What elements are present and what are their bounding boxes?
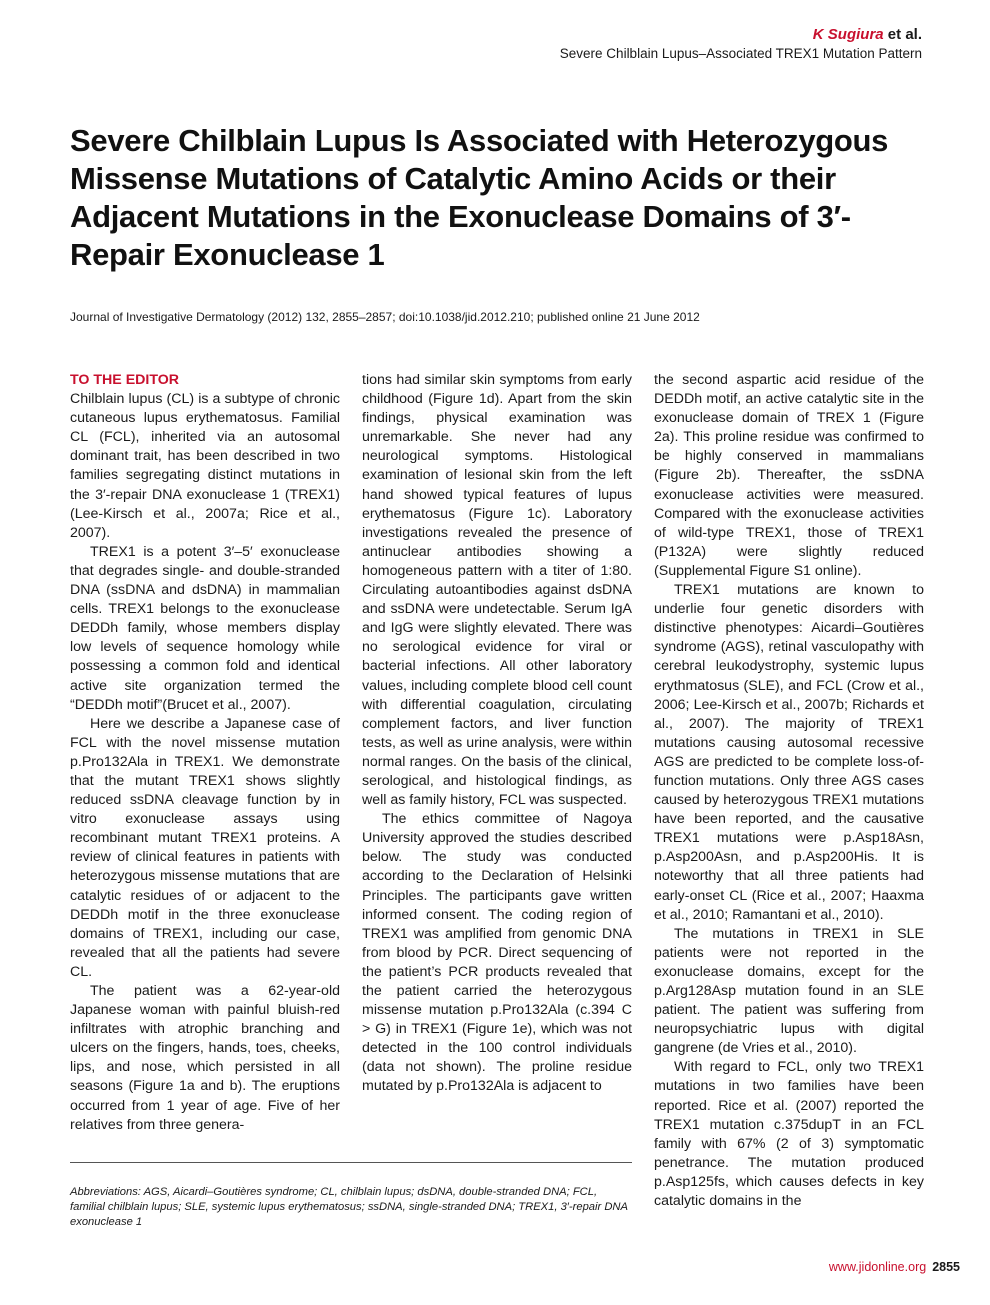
header-author — [560, 26, 922, 44]
journal-url-link[interactable]: www.jidonline.org — [828, 1260, 927, 1274]
abbreviations-footnote: Abbreviations: AGS, Aicardi–Goutières syndrome; CL, chilblain lupus; dsDNA, double-stranded DNA; FCL, familial chilblain lupus; SLE, systemic lupus erythematosus; ssDNA, single-stranded DNA; TREX1, 3′-repair DNA exonuclease 1 — [70, 1186, 628, 1228]
paragraph: The mutations in TREX1 in SLE patients were not reported in the exonuclease domains, except for the p.Arg128Asp mutation found in an SLE patient. The patient was suffering from neuropsychiatric lupus with digital gangrene (de Vries et al., 2010). — [654, 925, 924, 1057]
header-author-name: K Sugiura — [812, 26, 884, 43]
paragraph: the second aspartic acid residue of the DEDDh motif, an active catalytic site in the exonuclease domain of TREX 1 (Figure 2a). This proline residue was confirmed to be highly conserved in mammalians (Figure 2b). Thereafter, the ssDNA exonuclease activities were measured. Compared with the exonuclease activities of wild-type TREX1, those of TREX1 (P132A) were slightly reduced (Supplemental Figure S1 online). — [654, 372, 924, 579]
paragraph: Here we describe a Japanese case of FCL with the novel missense mutation p.Pro132Ala in TREX1. We demonstrate that the mutant TREX1 shows slightly reduced ssDNA cleavage function by in vitro exonuclease assays using recombinant mutant TREX1 proteins. A review of clinical features in patients with heterozygous missense mutations that are catalytic residues of or adjacent to the DEDDh motif in the three exonuclease domains of TREX1, including our case, revealed that all the patients had severe CL. — [70, 715, 340, 980]
header-running-title: Severe Chilblain Lupus–Associated TREX1 Mutation Pattern — [559, 46, 922, 61]
paragraph: tions had similar skin symptoms from early childhood (Figure 1d). Apart from the skin findings, physical examination was unremarkable. She never had any neurological symptoms. Histological examination of lesional skin from the left hand showed typical features of lupus erythematosus (Figure 1c). Laboratory investigations revealed the presence of antinuclear antibodies showing a homogeneous pattern with a titer of 1:80. Circulating autoantibodies against dsDNA and ssDNA were undetectable. Serum IgA and IgG were slightly elevated. There was no serological evidence for viral or bacterial infections. All other laboratory values, including complete blood cell count with differential coagulation, circulating complement factors, and liver function tests, as well as urine analysis, were within normal ranges. On the basis of the clinical, serological, and histological findings, as well as family history, FCL was suspected. — [362, 372, 632, 809]
paragraph: Chilblain lupus (CL) is a subtype of chronic cutaneous lupus erythematosus. Familial CL (FCL), inherited via an autosomal dominant trait, has been described in two families segregating distinct mutations in the 3′-repair DNA exonuclease 1 (TREX1) (Lee-Kirsch et al., 2007a; Rice et al., 2007). — [70, 391, 340, 541]
page-number: 2855 — [932, 1260, 960, 1274]
section-heading: TO THE EDITOR — [70, 372, 180, 388]
paragraph: The ethics committee of Nagoya University approved the studies described below. The study was conducted according to the Declaration of Helsinki Principles. The participants gave written informed consent. The coding region of TREX1 was amplified from genomic DNA from blood by PCR. Direct sequencing of the patient’s PCR products revealed that the patient carried the heterozygous missense mutation p.Pro132Ala (c.394 C > G) in TREX1 (Figure 1e), which was not detected in the 100 control individuals (data not shown). The proline residue mutated by p.Pro132Ala is adjacent to — [362, 811, 632, 1095]
paragraph: TREX1 is a potent 3′–5′ exonuclease that degrades single- and double-stranded DNA (ssDNA and dsDNA) in mammalian cells. TREX1 belongs to the exonuclease DEDDh family, whose members display low levels of sequence homology while possessing a common fold and identical active site organization termed the “DEDDh motif”(Brucet et al., 2007). — [70, 543, 340, 713]
paragraph: With regard to FCL, only two TREX1 mutations in two families have been reported. Rice et al. (2007) reported the TREX1 mutation c.375dupT in an FCL family with 67% (2 of 3) symptomatic penetrance. The mutation produced p.Asp125fs, which causes defects in key catalytic domains in the — [654, 1059, 924, 1210]
page-footer — [829, 1260, 960, 1274]
text-column-2 — [362, 371, 632, 1097]
text-column-1 — [70, 371, 340, 1135]
paragraph: TREX1 mutations are known to underlie four genetic disorders with distinctive phenotypes: Aicardi–Goutières syndrome (AGS), retinal vasculopathy with cerebral leukodystrophy, systemic lupus erythmatosus (SLE), and FCL (Crow et al., 2006; Lee-Kirsch et al., 2007b; Richards et al., 2007). The majority of TREX1 mutations causing autosomal recessive AGS are predicted to be complete loss-of-function mutations. Only three AGS cases caused by heterozygous TREX1 mutations have been reported, and the causative TREX1 mutations were p.Asp18Asn, p.Asp200Asn, and p.Asp200His. It is noteworthy that all three patients had early-onset CL (Rice et al., 2007; Haaxma et al., 2010; Ramantani et al., 2010). — [654, 582, 924, 923]
citation-line: Journal of Investigative Dermatology (2012) 132, 2855–2857; doi:10.1038/jid.2012.210; published online 21 June 2012 — [70, 310, 700, 324]
article-title: Severe Chilblain Lupus Is Associated with Heterozygous Missense Mutations of Catalytic Amino Acids or their Adjacent Mutations in the Exonuclease Domains of 3′-Repair Exonuclease 1 — [70, 123, 889, 272]
footnote-divider — [70, 1162, 632, 1163]
running-header — [560, 26, 922, 63]
header-author-suffix: et al. — [883, 26, 922, 43]
text-column-3 — [654, 371, 924, 1211]
paragraph: The patient was a 62-year-old Japanese woman with painful bluish-red infiltrates with atrophic branching and ulcers on the fingers, hands, toes, cheeks, lips, and nose, which persisted in all seasons (Figure 1a and b). The eruptions occurred from 1 year of age. Five of her relatives from three genera- — [70, 983, 340, 1133]
